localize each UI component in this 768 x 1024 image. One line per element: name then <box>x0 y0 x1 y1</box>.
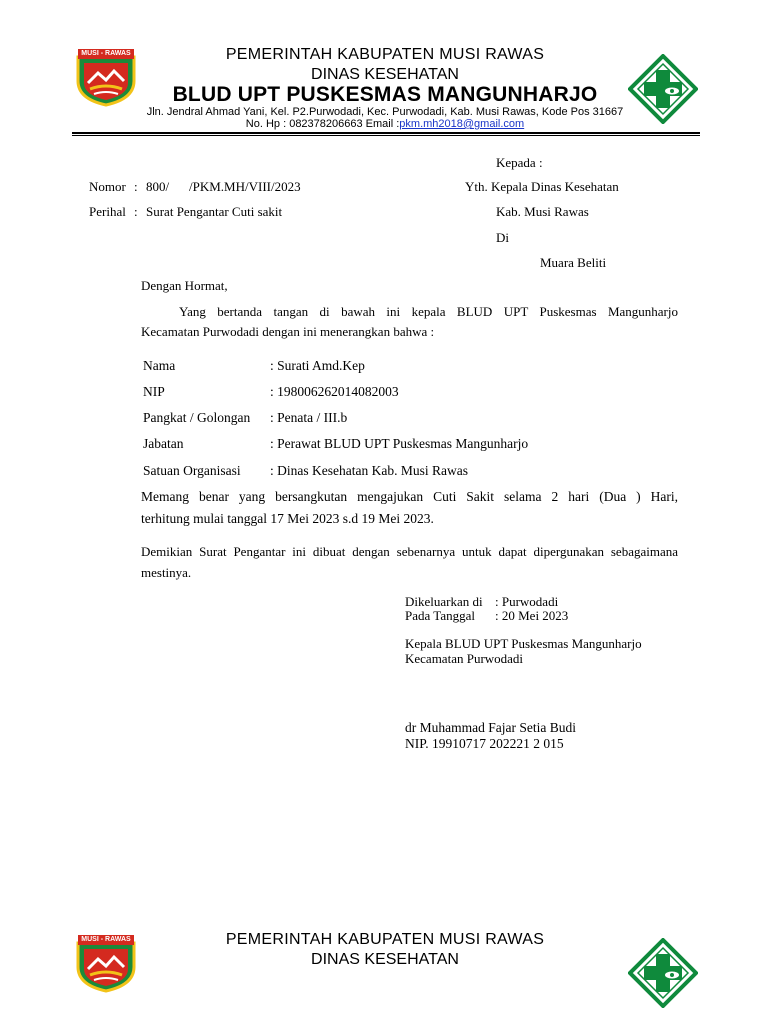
header-phone: No. Hp : 082378206663 Email : <box>245 118 400 130</box>
field-pangkat-label: Pangkat / Golongan <box>143 410 251 425</box>
header-institution: BLUD UPT PUSKESMAS MANGUNHARJO <box>172 83 598 106</box>
signer-position-1: Kepala BLUD UPT Puskesmas Mangunharjo <box>405 636 642 651</box>
nomor-label: Nomor <box>89 179 126 194</box>
footer-government: PEMERINTAH KABUPATEN MUSI RAWAS <box>225 931 545 948</box>
field-nama-label: Nama <box>143 358 176 373</box>
header-divider <box>72 132 700 134</box>
header-address: Jln. Jendral Ahmad Yani, Kel. P2.Purwodadi, Kec. Purwodadi, Kab. Musi Rawas, Kode Pos 31667 <box>146 106 624 118</box>
recipient-yth: Yth. Kepala Dinas Kesehatan <box>465 179 619 194</box>
intro-line-1: Yang bertanda tangan di bawah ini kepala BLUD UPT Puskesmas Mangunharjo <box>179 304 678 319</box>
signer-position-2: Kecamatan Purwodadi <box>405 651 524 666</box>
perihal-separator: : <box>134 204 138 219</box>
statement-line-2: terhitung mulai tanggal 17 Mei 2023 s.d 19 Mei 2023. <box>141 511 434 526</box>
field-satuan-label: Satuan Organisasi <box>143 463 241 478</box>
header-contact <box>100 118 670 130</box>
puskesmas-logo-footer <box>628 938 698 1008</box>
emblem-label: MUSI - RAWAS <box>81 50 131 57</box>
header-department: DINAS KESEHATAN <box>311 66 459 83</box>
closing-line-1: Demikian Surat Pengantar ini dibuat dengan sebenarnya untuk dapat dipergunakan sebagaimana <box>141 544 678 559</box>
field-nama-value: : Surati Amd.Kep <box>270 358 365 373</box>
issued-value: : Purwodadi <box>495 594 559 609</box>
date-value: : 20 Mei 2023 <box>495 608 569 623</box>
puskesmas-logo <box>628 54 698 124</box>
recipient-city: Muara Beliti <box>540 255 607 270</box>
signer-name: dr Muhammad Fajar Setia Budi <box>405 720 576 735</box>
header-government: PEMERINTAH KABUPATEN MUSI RAWAS <box>225 46 545 63</box>
recipient-kab: Kab. Musi Rawas <box>496 204 589 219</box>
perihal-label: Perihal <box>89 204 126 219</box>
nomor-value: /PKM.MH/VIII/2023 <box>189 179 301 194</box>
closing-line-2: mestinya. <box>141 565 192 580</box>
field-nip-value: : 198006262014082003 <box>270 384 399 399</box>
header-email-link[interactable]: pkm.mh2018@gmail.com <box>399 118 525 130</box>
musi-rawas-emblem <box>74 47 138 107</box>
recipient-kepada: Kepada : <box>496 155 543 170</box>
date-label: Pada Tanggal <box>405 608 475 623</box>
signer-nip: NIP. 19910717 202221 2 015 <box>405 736 564 751</box>
recipient-di: Di <box>496 230 509 245</box>
field-nip-label: NIP <box>143 384 165 399</box>
intro-line-2: Kecamatan Purwodadi dengan ini menerangkan bahwa : <box>141 324 435 339</box>
greeting: Dengan Hormat, <box>141 278 228 293</box>
header-divider-thin <box>72 135 700 136</box>
statement-line-1: Memang benar yang bersangkutan mengajukan Cuti Sakit selama 2 hari (Dua ) Hari, <box>141 489 678 504</box>
field-jabatan-value: : Perawat BLUD UPT Puskesmas Mangunharjo <box>270 436 529 451</box>
footer-department: DINAS KESEHATAN <box>311 951 459 968</box>
field-jabatan-label: Jabatan <box>143 436 184 451</box>
perihal-value: Surat Pengantar Cuti sakit <box>146 204 283 219</box>
nomor-separator: : <box>134 179 138 194</box>
field-satuan-value: : Dinas Kesehatan Kab. Musi Rawas <box>270 463 468 478</box>
field-pangkat-value: : Penata / III.b <box>270 410 348 425</box>
nomor-prefix: 800/ <box>146 179 170 194</box>
issued-label: Dikeluarkan di <box>405 594 483 609</box>
musi-rawas-emblem-footer <box>74 933 138 993</box>
emblem-label-footer: MUSI - RAWAS <box>81 936 131 943</box>
